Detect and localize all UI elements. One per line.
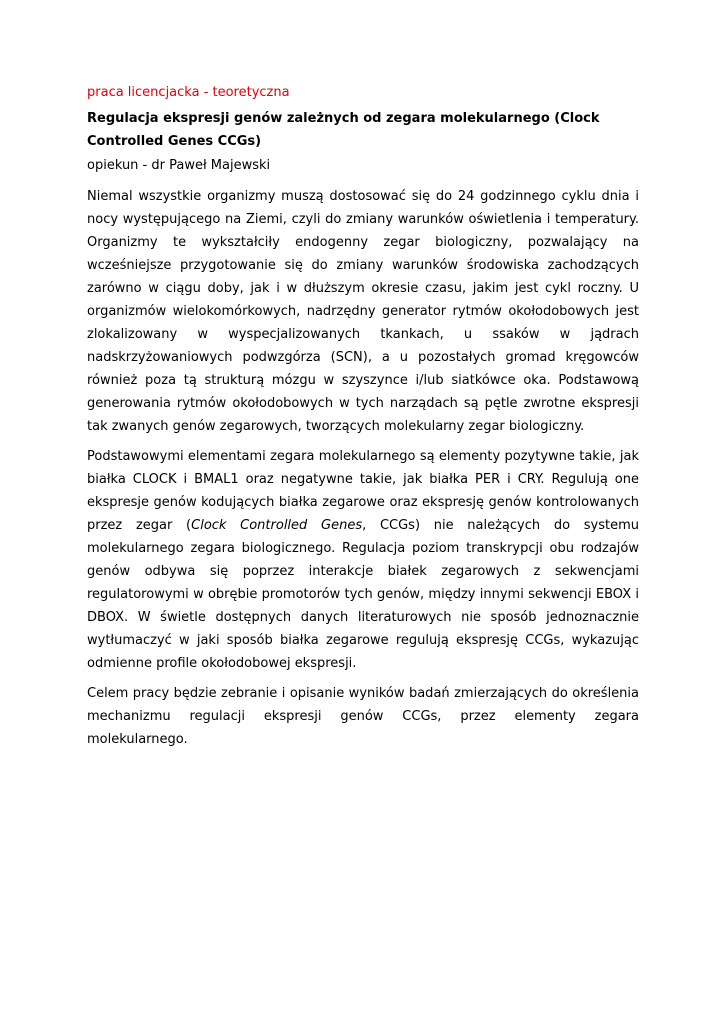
thesis-type-line: praca licencjacka - teoretyczna (87, 85, 290, 100)
paragraph-2-text-end: , CCGs) nie należących do systemu molekularnego zegara biologicznego. Regulacja poziom transkrypcji obu rodzajów genów odbywa się poprzez interakcje białek zegarowych z sekwencjami regulatorowymi w obrębie promotorów tych genów, między innymi sekwencji EBOX i DBOX. W świetle dostępnych danych literaturowych nie sposób jednoznacznie wytłumaczyć w jaki sposób białka zegarowe regulują ekspresję CCGs, wykazując odmienne profile okołodobowej ekspresji. (87, 518, 639, 671)
abstract-paragraph-2 (87, 445, 639, 675)
abstract-paragraph-1: Niemal wszystkie organizmy muszą dostosować się do 24 godzinnego cyklu dnia i nocy występującego na Ziemi, czyli do zmiany warunków oświetlenia i temperatury. Organizmy te wykształciły endogenny zegar biologiczny, pozwalający na wcześniejsze przygotowanie się do zmiany warunków środowiska zachodzących zarówno w ciągu doby, jak i w dłuższym okresie czasu, jakim jest cykl roczny. U organizmów wielokomórkowych, nadrzędny generator rytmów okołodobowych jest zlokalizowany w wyspecjalizowanych tkankach, u ssaków w jądrach nadskrzyżowaniowych podwzgórza (SCN), a u pozostałych gromad kręgowców również poza tą strukturą mózgu w szyszynce i/lub siatkówce oka. Podstawową generowania rytmów okołodobowych w tych narządach są pętle zwrotne ekspresji tak zwanych genów zegarowych, tworzących molekularny zegar biologiczny. (87, 189, 639, 434)
supervisor-line: opiekun - dr Paweł Majewski (87, 158, 271, 173)
thesis-title: Regulacja ekspresji genów zależnych od zegara molekularnego (Clock Controlled Genes CCGs) (87, 111, 600, 149)
paragraph-2-italic-term: Clock Controlled Genes (191, 518, 363, 533)
abstract-paragraph-3: Celem pracy będzie zebranie i opisanie wyników badań zmierzających do określenia mechanizmu regulacji ekspresji genów CCGs, przez elementy zegara molekularnego. (87, 686, 639, 747)
paragraph-2-text-start: Podstawowymi elementami zegara molekularnego są elementy pozytywne takie, jak białka CLOCK i BMAL1 oraz negatywne takie, jak białka PER i CRY. Regulują one ekspresje genów kodujących białka zegarowe oraz ekspresję genów kontrolowanych przez zegar ( (87, 449, 639, 533)
document-page (87, 83, 639, 758)
